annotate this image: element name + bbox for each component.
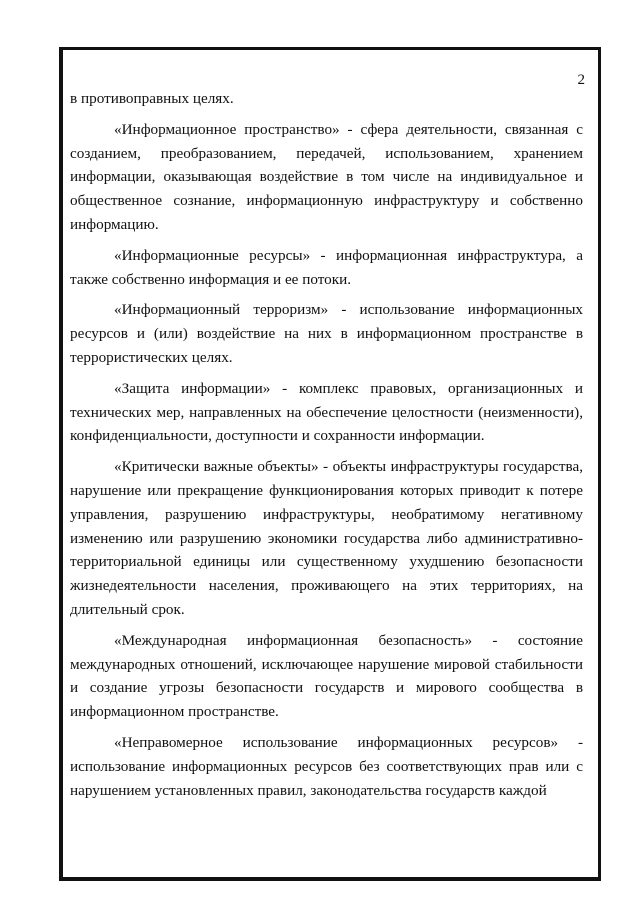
definition-unlawful-use-of-resources: «Неправомерное использование информационных ресурсов» - использование информационных ресурсов без соответствующих прав или с нарушением установленных правил, законодательства государств каждой [70, 733, 583, 799]
page-number: 2 [577, 72, 585, 88]
definition-information-space: «Информационное пространство» - сфера деятельности, связанная с созданием, преобразованием, передачей, использованием, хранением информации, оказывающая воздействие в том числе на индивидуальное и общественное сознание, информационную инфраструктуру и собственно информацию. [70, 120, 583, 233]
paragraph-continuation: в противоправных целях. [70, 90, 234, 107]
definition-critical-objects: «Критически важные объекты» - объекты инфраструктуры государства, нарушение или прекращение функционирования которых приводит к потере управления, разрушению инфраструктуры, необратимому негативному изменению или разрушению экономики государства либо административно-территориальной единицы или существенному ухудшению безопасности жизнедеятельности населения, проживающего на этих территориях, на длительный срок. [70, 458, 583, 618]
definition-information-resources: «Информационные ресурсы» - информационная инфраструктура, а также собственно информация и ее потоки. [70, 246, 583, 288]
definition-information-protection: «Защита информации» - комплекс правовых, организационных и технических мер, направленных на обеспечение целостности (неизменности), конфиденциальности, доступности и сохранности информации. [70, 379, 583, 445]
definition-information-terrorism: «Информационный терроризм» - использование информационных ресурсов и (или) воздействие на них в информационном пространстве в террористических целях. [70, 301, 583, 366]
definition-international-information-security: «Международная информационная безопасность» - состояние международных отношений, исключающее нарушение мировой стабильности и создание угрозы безопасности государств и мирового сообщества в информационном пространстве. [70, 631, 583, 721]
document-body [70, 87, 583, 809]
